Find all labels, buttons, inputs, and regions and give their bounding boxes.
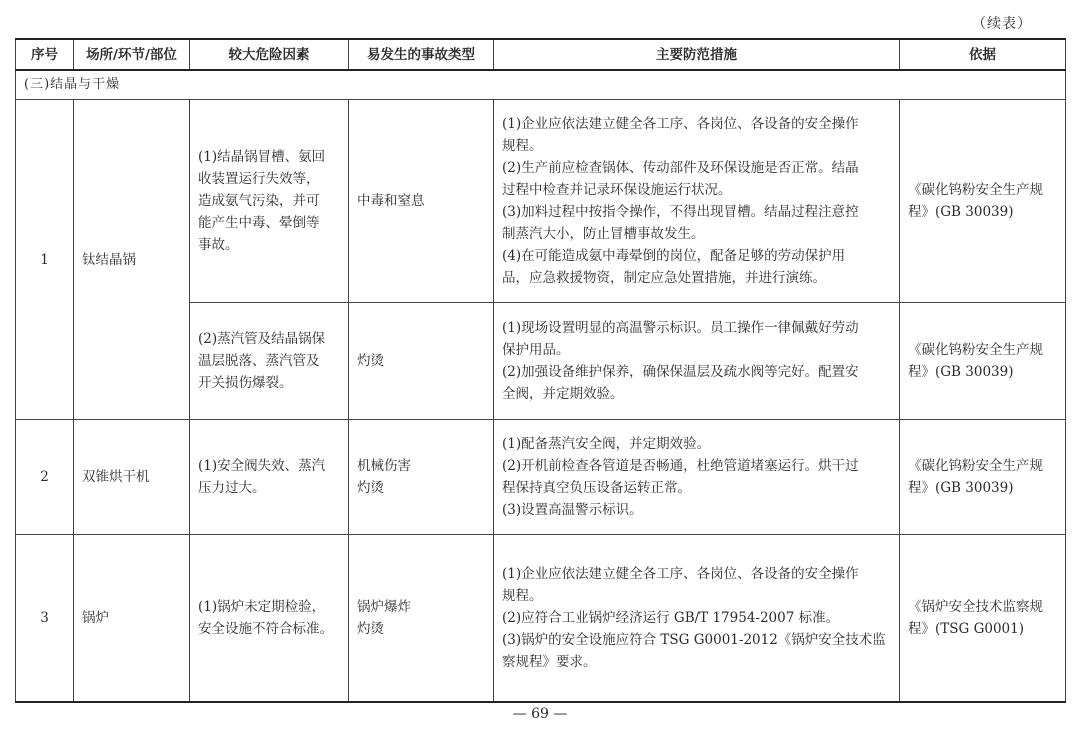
text-line: 灼烫: [357, 620, 384, 637]
text-line: (2)生产前应检查锅体、传动部件及环保设施是否正常。结晶: [502, 160, 859, 176]
item-number: 1: [16, 100, 74, 420]
prevention-measures: [494, 420, 900, 535]
text-line: (2)开机前检查各管道是否畅通，杜绝管道堵塞运行。烘干过: [502, 458, 859, 474]
item-place: 钛结晶锅: [74, 100, 190, 420]
text-line: 制蒸汽大小，防止冒槽事故发生。: [502, 226, 705, 242]
text-line: (2)加强设备维护保养，确保保温层及疏水阀等完好。配置安: [502, 364, 859, 380]
prevention-measures: [494, 100, 900, 303]
section-title: (三)结晶与干燥: [16, 70, 1066, 100]
text-line: (3)设置高温警示标识。: [502, 502, 643, 518]
text-line: 《碳化钨粉安全生产规: [908, 182, 1043, 198]
item-place: 双锥烘干机: [74, 420, 190, 535]
text-line: 程保持真空负压设备运转正常。: [502, 480, 691, 496]
accident-type: [349, 303, 494, 420]
text-line: (1)企业应依法建立健全各工序、各岗位、各设备的安全操作: [502, 116, 859, 132]
item-number: 3: [16, 535, 74, 702]
text-line: (1)安全阀失效、蒸汽: [198, 458, 326, 474]
basis: [900, 303, 1066, 420]
header-place: 场所/环节/部位: [74, 39, 190, 70]
text-line: 能产生中毒、晕倒等: [198, 215, 320, 231]
text-line: 全阀，并定期效验。: [502, 386, 624, 402]
accident-type: [349, 100, 494, 303]
text-line: (1)结晶锅冒槽、氨回: [198, 149, 326, 165]
text-line: (3)加料过程中按指令操作，不得出现冒槽。结晶过程注意控: [502, 204, 859, 220]
table-row: [16, 420, 1066, 535]
text-line: 程》(GB 30039): [908, 204, 1014, 220]
text-line: 压力过大。: [198, 480, 266, 496]
table-header-row: [16, 39, 1066, 70]
text-line: 过程中检查并记录环保设施运行状况。: [502, 182, 732, 198]
section-row: [16, 70, 1066, 100]
text-line: 察规程》要求。: [502, 653, 597, 670]
text-line: (2)应符合工业锅炉经济运行 GB/T 17954-2007 标准。: [502, 609, 840, 626]
text-line: 程》(GB 30039): [908, 364, 1014, 380]
hazard-factor: [190, 303, 349, 420]
text-line: 程》(GB 30039): [908, 480, 1014, 496]
safety-measures-table: [15, 38, 1066, 703]
header-no: 序号: [16, 39, 74, 70]
text-line: 规程。: [502, 138, 543, 154]
item-number: 2: [16, 420, 74, 535]
basis: [900, 100, 1066, 303]
item-place: 锅炉: [74, 535, 190, 702]
text-line: 收装置运行失效等，: [198, 171, 320, 187]
accident-type: [349, 535, 494, 702]
basis: [900, 535, 1066, 702]
text-line: (4)在可能造成氨中毒晕倒的岗位，配备足够的劳动保护用: [502, 248, 846, 264]
table-row: [16, 100, 1066, 303]
header-measures: 主要防范措施: [494, 39, 900, 70]
hazard-factor: [190, 100, 349, 303]
table-row: [16, 535, 1066, 702]
text-line: 规程。: [502, 587, 543, 604]
page-number: — 69 —: [512, 706, 568, 722]
text-line: 《碳化钨粉安全生产规: [908, 342, 1043, 358]
text-line: 保护用品。: [502, 342, 570, 358]
text-line: (3)锅炉的安全设施应符合 TSG G0001-2012《锅炉安全技术监: [502, 631, 886, 648]
text-line: 温层脱落、蒸汽管及: [198, 353, 320, 369]
text-line: (2)蒸汽管及结晶锅保: [198, 331, 326, 347]
accident-type: [349, 420, 494, 535]
prevention-measures: [494, 535, 900, 702]
hazard-factor: [190, 420, 349, 535]
header-hazard-factor: 较大危险因素: [190, 39, 349, 70]
continuation-note: （续表）: [972, 16, 1032, 32]
text-line: (1)现场设置明显的高温警示标识。员工操作一律佩戴好劳动: [502, 320, 859, 336]
header-basis: 依据: [900, 39, 1066, 70]
header-accident-type: 易发生的事故类型: [349, 39, 494, 70]
text-line: 造成氨气污染，并可: [198, 193, 320, 209]
text-line: 中毒和窒息: [357, 193, 425, 209]
text-line: 灼烫: [357, 353, 384, 369]
text-line: 安全设施不符合标准。: [198, 620, 333, 637]
text-line: 开关损伤爆裂。: [198, 375, 293, 391]
text-line: 《碳化钨粉安全生产规: [908, 458, 1043, 474]
text-line: 机械伤害: [357, 458, 411, 474]
text-line: 事故。: [198, 237, 239, 253]
prevention-measures: [494, 303, 900, 420]
text-line: 程》(TSG G0001): [908, 620, 1025, 637]
hazard-factor: [190, 535, 349, 702]
text-line: 品，应急救援物资，制定应急处置措施，并进行演练。: [502, 270, 826, 286]
text-line: (1)锅炉未定期检验，: [198, 598, 326, 615]
text-line: 灼烫: [357, 480, 384, 496]
text-line: (1)配备蒸汽安全阀，并定期效验。: [502, 436, 711, 452]
basis: [900, 420, 1066, 535]
text-line: 锅炉爆炸: [357, 598, 411, 615]
text-line: (1)企业应依法建立健全各工序、各岗位、各设备的安全操作: [502, 565, 859, 582]
text-line: 《锅炉安全技术监察规: [908, 598, 1043, 615]
